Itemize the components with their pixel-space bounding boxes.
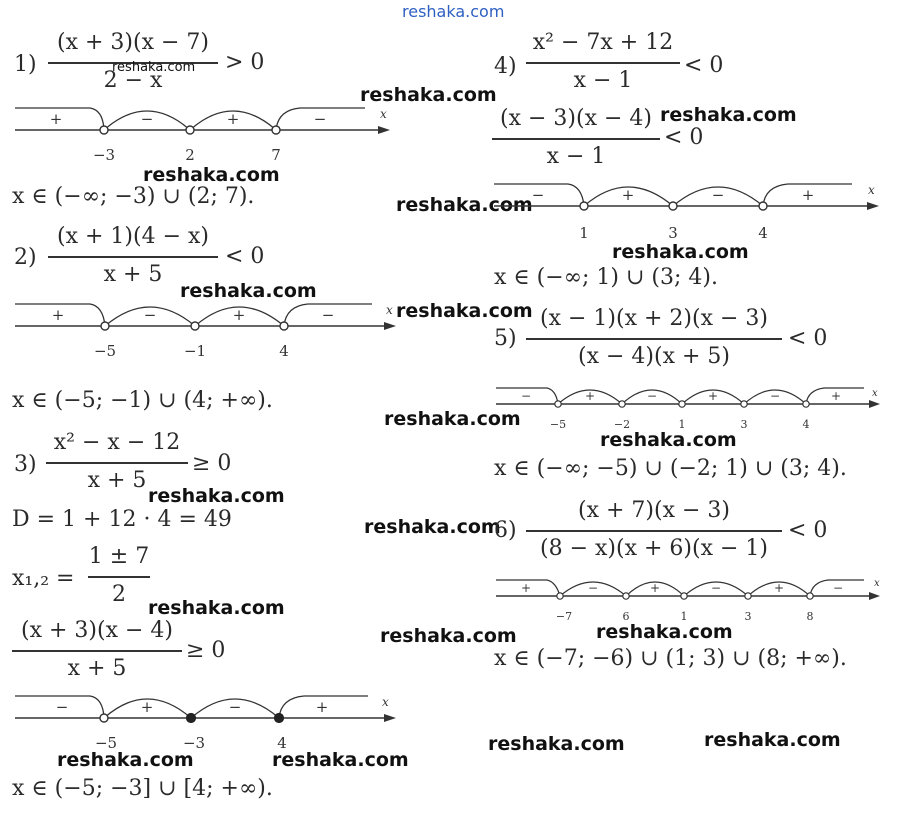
p3-discriminant: D = 1 + 12 · 4 = 49: [12, 507, 232, 532]
p1-open-point: [272, 126, 280, 134]
p3-sign: +: [140, 698, 154, 716]
p6-open-point: [745, 593, 751, 599]
p2-open-point: [191, 322, 199, 330]
p2-number: 2): [14, 245, 37, 270]
watermark[interactable]: reshaka.com: [396, 194, 533, 216]
p6-open-point: [623, 593, 629, 599]
p5-tick-label: −2: [613, 418, 631, 431]
p4-numerator: x² − 7x + 12: [532, 30, 674, 55]
p1-sign: +: [226, 110, 240, 128]
p1-axis-label: x: [380, 107, 387, 121]
p1-number-line: [0, 100, 400, 170]
p4-fraction-bar: [526, 62, 680, 64]
p3-fraction-bar: [46, 462, 188, 464]
p4-factored-bar: [492, 138, 660, 140]
p6-tick-label: 1: [680, 610, 688, 623]
p6-tick-label: −7: [555, 610, 573, 623]
p4-sign: +: [801, 186, 815, 204]
p4-factored-numerator: (x − 3)(x − 4): [500, 106, 652, 131]
p5-open-point: [741, 401, 747, 407]
watermark[interactable]: reshaka.com: [488, 733, 625, 755]
p6-sign: −: [710, 581, 722, 595]
p5-number-line: [492, 380, 892, 436]
p2-axis-label: x: [386, 303, 393, 317]
p5-tick-label: 1: [678, 418, 686, 431]
p6-axis-arrow: [869, 592, 880, 600]
p2-sign: +: [232, 306, 246, 324]
p3-roots-lhs: x₁,₂ =: [12, 566, 75, 591]
p4-open-point: [759, 202, 767, 210]
p3-roots-denominator: 2: [112, 582, 126, 607]
p4-number: 4): [494, 54, 517, 79]
p3-factored-denominator: x + 5: [67, 656, 127, 681]
p5-tick-label: −5: [549, 418, 567, 431]
p6-number: 6): [494, 518, 517, 543]
p5-tick-label: 4: [802, 418, 810, 431]
p5-fraction-bar: [526, 338, 782, 340]
watermark[interactable]: reshaka.com: [596, 621, 733, 643]
p4-answer: x ∈ (−∞; 1) ∪ (3; 4).: [494, 265, 718, 290]
p1-answer: x ∈ (−∞; −3) ∪ (2; 7).: [12, 184, 255, 209]
p3-factored-fraction: [12, 616, 182, 686]
p6-denominator: (8 − x)(x + 6)(x − 1): [540, 536, 768, 561]
watermark[interactable]: reshaka.com: [612, 241, 749, 263]
p4-open-point: [580, 202, 588, 210]
p2-sign: −: [143, 306, 157, 324]
p4-fraction: [526, 28, 680, 98]
p4-number-line: [488, 176, 888, 246]
p2-sign: +: [51, 306, 65, 324]
p4-relation: < 0: [684, 53, 724, 78]
p4-factored-relation: < 0: [664, 125, 704, 150]
watermark[interactable]: reshaka.com: [148, 485, 285, 507]
p1-tick-label: 2: [185, 146, 195, 164]
p6-tick-label: 3: [744, 610, 752, 623]
p3-roots-bar: [88, 576, 150, 578]
p6-sign: +: [649, 581, 661, 595]
p6-number-line: [492, 572, 892, 628]
p6-sign: −: [832, 581, 844, 595]
p3-tick-label: −3: [182, 734, 206, 752]
p4-tick-label: 1: [579, 224, 589, 242]
p4-open-point: [669, 202, 677, 210]
p5-axis-arrow: [869, 400, 880, 408]
watermark[interactable]: reshaka.com: [57, 749, 194, 771]
p6-numerator: (x + 7)(x − 3): [578, 498, 730, 523]
p6-fraction: [526, 496, 782, 566]
p5-relation: < 0: [788, 326, 828, 351]
watermark[interactable]: reshaka.com: [364, 516, 501, 538]
p2-fraction-bar: [48, 256, 218, 258]
p1-sign: −: [313, 110, 327, 128]
p4-tick-label: 3: [668, 224, 678, 242]
p4-sign: −: [711, 186, 725, 204]
watermark[interactable]: reshaka.com: [148, 597, 285, 619]
p5-fraction: [526, 304, 782, 374]
p6-tick-label: 6: [622, 610, 630, 623]
p1-open-point: [100, 126, 108, 134]
p4-sign: −: [531, 186, 545, 204]
p1-open-point: [186, 126, 194, 134]
p3-factored-numerator: (x + 3)(x − 4): [21, 618, 173, 643]
watermark[interactable]: reshaka.com: [396, 300, 533, 322]
p5-numerator: (x − 1)(x + 2)(x − 3): [540, 306, 768, 331]
p6-open-point: [807, 593, 813, 599]
p5-sign: +: [584, 389, 596, 403]
p5-open-point: [679, 401, 685, 407]
p3-roots-numerator: 1 ± 7: [88, 544, 150, 569]
watermark[interactable]: reshaka.com: [704, 729, 841, 751]
p3-answer: x ∈ (−5; −3] ∪ [4; +∞).: [12, 776, 273, 801]
p3-tick-label: −5: [94, 734, 118, 752]
p5-tick-label: 3: [740, 418, 748, 431]
p2-sign: −: [321, 306, 335, 324]
watermark[interactable]: reshaka.com: [272, 749, 409, 771]
p6-relation: < 0: [788, 518, 828, 543]
p2-relation: < 0: [225, 244, 265, 269]
p3-factored-relation: ≥ 0: [186, 638, 226, 663]
p5-sign: +: [707, 389, 719, 403]
p1-sign: −: [140, 110, 154, 128]
p5-open-point: [619, 401, 625, 407]
p3-sign: −: [228, 698, 242, 716]
watermark[interactable]: reshaka.com: [380, 625, 517, 647]
watermark[interactable]: reshaka.com: [180, 280, 317, 302]
p2-open-point: [280, 322, 288, 330]
p6-sign: −: [587, 581, 599, 595]
p3-factored-bar: [12, 650, 182, 652]
p1-sign: +: [49, 110, 63, 128]
p3-axis-arrow: [384, 714, 396, 722]
p5-number: 5): [494, 326, 517, 351]
p2-denominator: x + 5: [103, 262, 163, 287]
p1-relation: > 0: [225, 50, 265, 75]
p3-number: 3): [14, 452, 37, 477]
p2-open-point: [101, 322, 109, 330]
p4-factored-denominator: x − 1: [546, 144, 606, 169]
p3-denominator: x + 5: [87, 468, 147, 493]
p3-roots-fraction: [88, 542, 150, 612]
p3-sign: −: [55, 698, 69, 716]
p4-denominator: x − 1: [573, 68, 633, 93]
p1-numerator: (x + 3)(x − 7): [57, 30, 209, 55]
watermark[interactable]: reshaka.com: [660, 104, 797, 126]
p4-sign: +: [621, 186, 635, 204]
p2-tick-label: 4: [279, 342, 289, 360]
p4-axis-arrow: [867, 202, 879, 210]
p5-axis-label: x: [872, 388, 878, 399]
p3-numerator: x² − x − 12: [53, 430, 181, 455]
p5-sign: −: [520, 389, 532, 403]
p3-filled-point: [187, 714, 196, 723]
p3-open-point: [100, 714, 108, 722]
p1-tick-label: 7: [271, 146, 281, 164]
p3-filled-point: [275, 714, 284, 723]
p6-answer: x ∈ (−7; −6) ∪ (1; 3) ∪ (8; +∞).: [494, 646, 847, 671]
p5-sign: −: [646, 389, 658, 403]
p6-open-point: [681, 593, 687, 599]
p3-axis-label: x: [382, 695, 389, 709]
p3-number-line: [0, 688, 410, 752]
p6-sign: +: [520, 581, 532, 595]
p1-tick-label: −3: [92, 146, 116, 164]
p6-tick-label: 8: [806, 610, 814, 623]
p6-sign: +: [773, 581, 785, 595]
p4-factored-fraction: [492, 104, 660, 174]
p5-open-point: [803, 401, 809, 407]
p6-open-point: [557, 593, 563, 599]
p2-axis-arrow: [384, 322, 396, 330]
p5-answer: x ∈ (−∞; −5) ∪ (−2; 1) ∪ (3; 4).: [494, 456, 847, 481]
p6-fraction-bar: [526, 530, 782, 532]
p2-tick-label: −5: [93, 342, 117, 360]
p4-tick-label: 4: [758, 224, 768, 242]
p2-number-line: [0, 296, 410, 366]
p5-denominator: (x − 4)(x + 5): [578, 344, 730, 369]
watermark[interactable]: reshaka.com: [384, 408, 521, 430]
p1-number: 1): [14, 52, 37, 77]
p1-denominator: 2 − x: [103, 68, 163, 93]
p6-axis-label: x: [874, 578, 880, 589]
p5-sign: +: [830, 389, 842, 403]
p1-axis-arrow: [378, 126, 390, 134]
watermark[interactable]: reshaka.com: [600, 429, 737, 451]
p2-numerator: (x + 1)(4 − x): [57, 224, 209, 249]
p5-sign: −: [769, 389, 781, 403]
p2-tick-label: −1: [183, 342, 207, 360]
watermark-top[interactable]: reshaka.com: [402, 2, 505, 21]
p3-relation: ≥ 0: [192, 451, 232, 476]
p4-axis-label: x: [868, 183, 875, 197]
watermark[interactable]: reshaka.com: [143, 164, 280, 186]
watermark[interactable]: reshaka.com: [112, 60, 196, 75]
p3-sign: +: [315, 698, 329, 716]
p2-answer: x ∈ (−5; −1) ∪ (4; +∞).: [12, 388, 273, 413]
watermark[interactable]: reshaka.com: [360, 84, 497, 106]
p5-open-point: [555, 401, 561, 407]
p3-tick-label: 4: [277, 734, 287, 752]
